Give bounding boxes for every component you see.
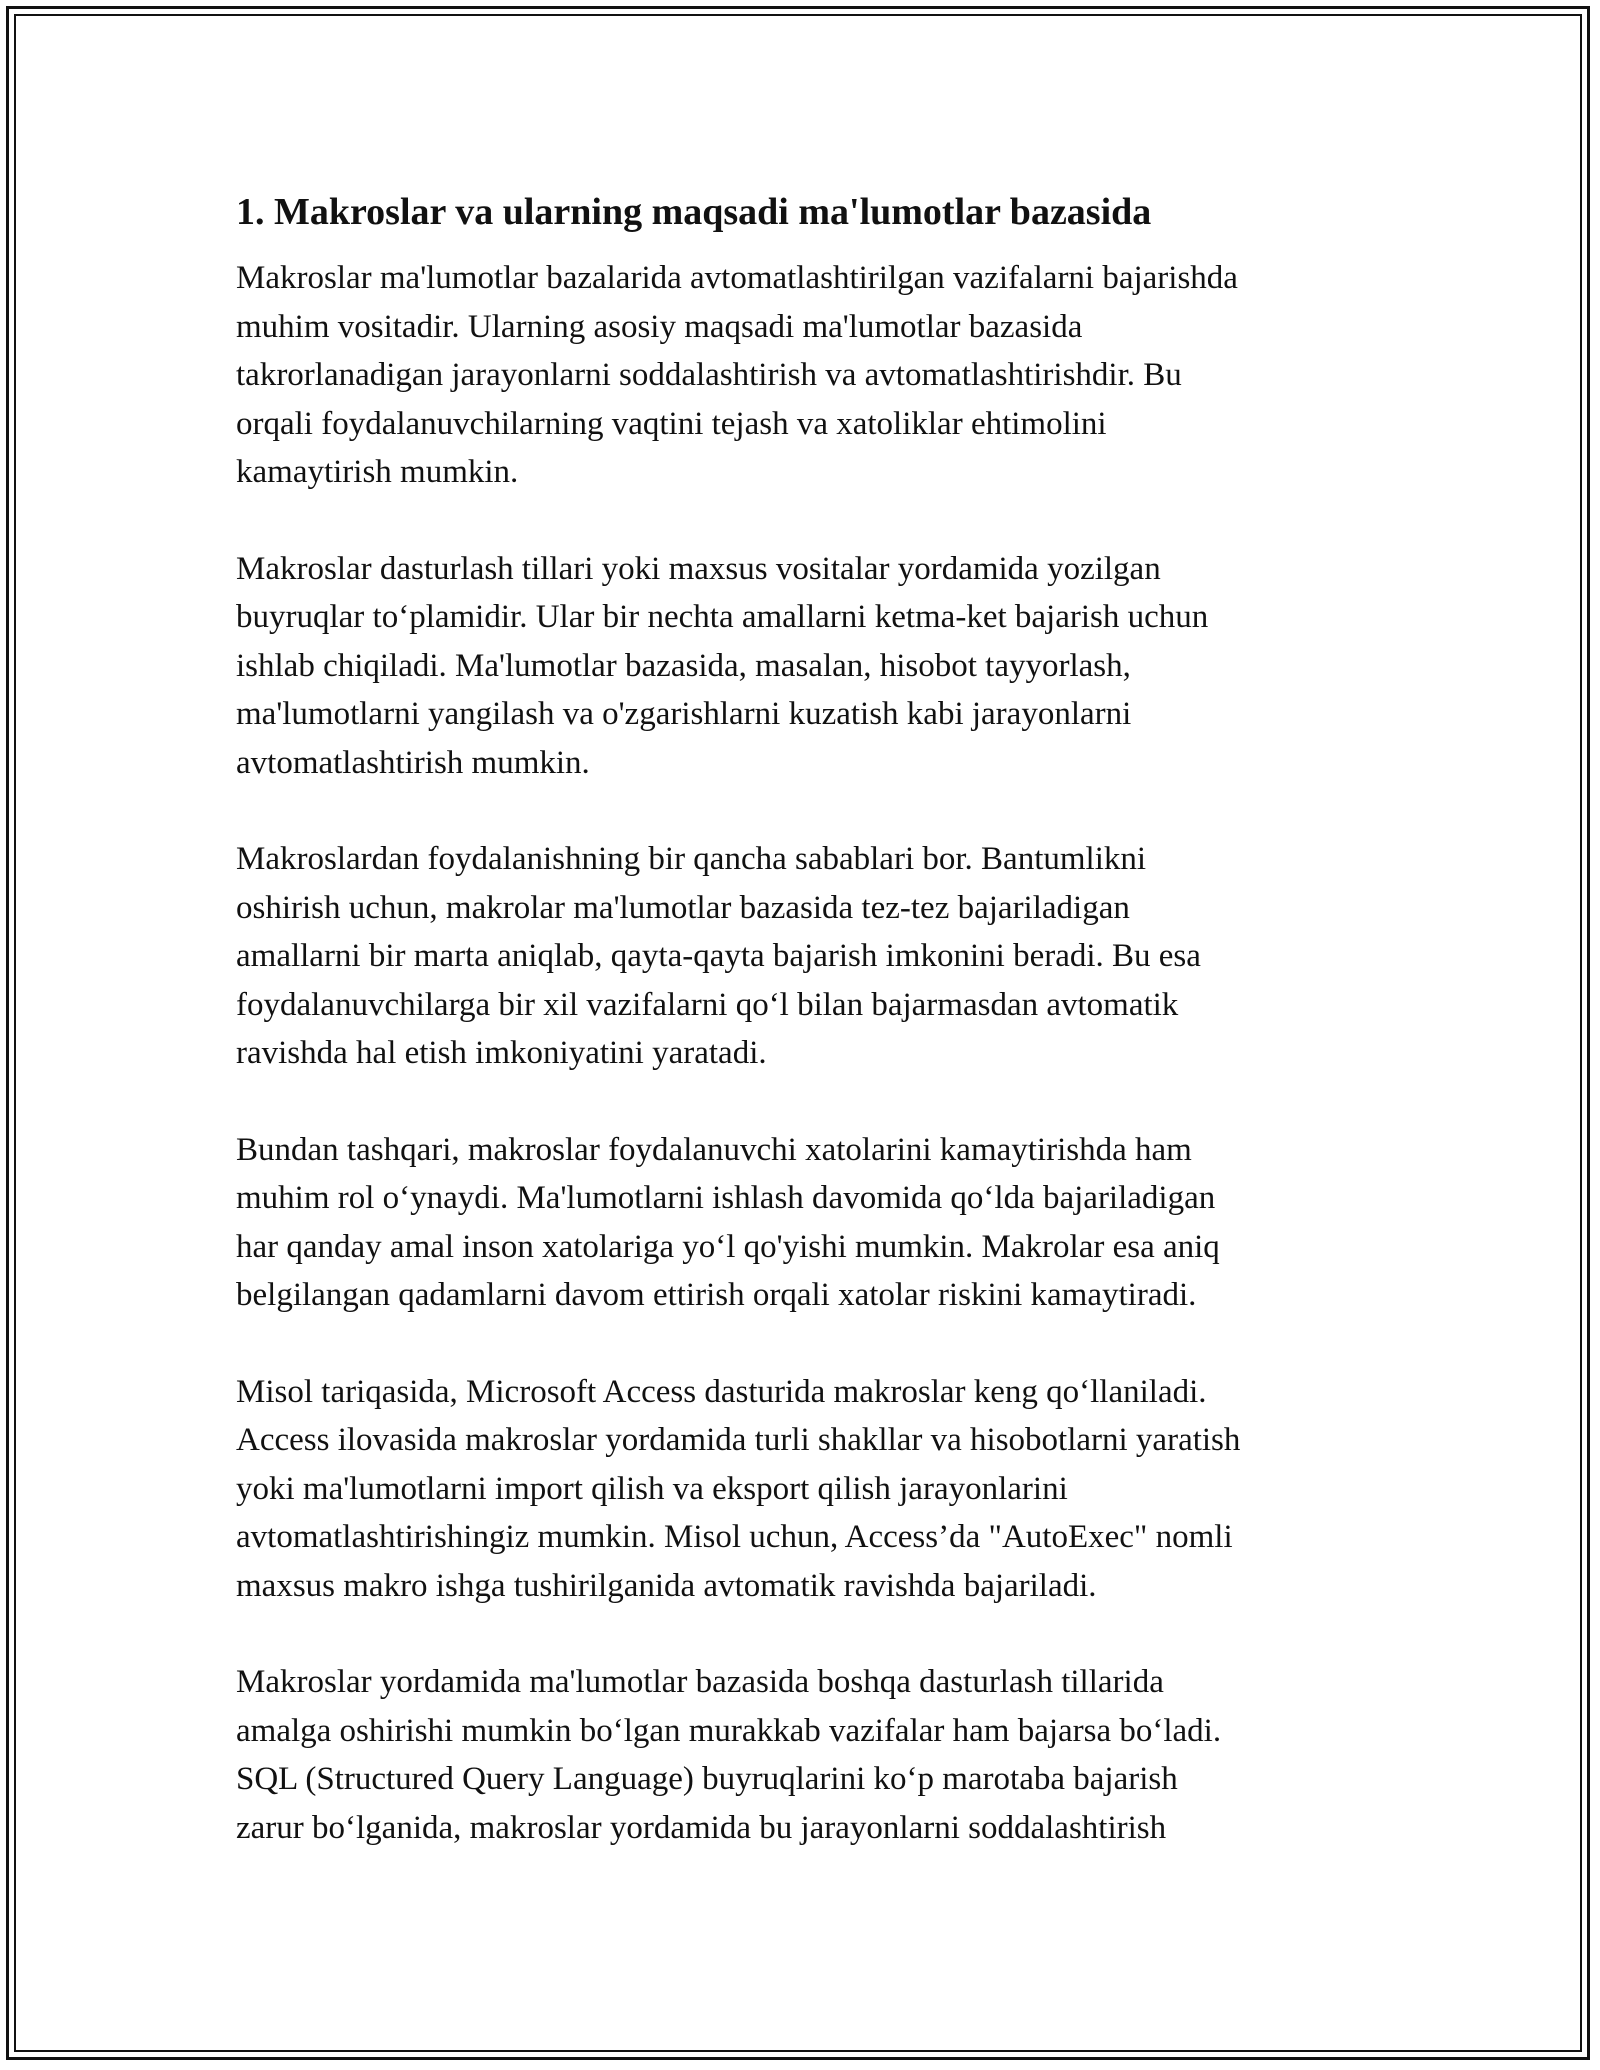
- paragraph-line: ishlab chiqiladi. Ma'lumotlar bazasida, masalan, hisobot tayyorlash,: [236, 647, 1131, 684]
- paragraph-line: foydalanuvchilarga bir xil vazifalarni qo‘l bilan bajarmasdan avtomatik: [236, 986, 1179, 1023]
- paragraph-line: Bundan tashqari, makroslar foydalanuvchi xatolarini kamaytirishda ham: [236, 1131, 1192, 1168]
- paragraph-6: [236, 1658, 1366, 1852]
- paragraph-line: SQL (Structured Query Language) buyruqlarini ko‘p marotaba bajarish: [236, 1761, 1178, 1797]
- paragraph-5: [236, 1368, 1366, 1611]
- paragraph-line: amalga oshirishi mumkin bo‘lgan murakkab vazifalar ham bajarsa bo‘ladi.: [236, 1712, 1222, 1749]
- paragraph-4: [236, 1126, 1366, 1320]
- paragraph-line: maxsus makro ishga tushirilganida avtomatik ravishda bajariladi.: [236, 1567, 1097, 1604]
- paragraph-line: takrorlanadigan jarayonlarni soddalashtirish va avtomatlashtirishdir. Bu: [236, 357, 1182, 393]
- paragraph-line: Makroslar ma'lumotlar bazalarida avtomatlashtirilgan vazifalarni bajarishda: [236, 260, 1238, 296]
- paragraph-line: Makroslar dasturlash tillari yoki maxsus vositalar yordamida yozilgan: [236, 550, 1161, 587]
- paragraph-line: amallarni bir marta aniqlab, qayta-qayta bajarish imkonini beradi. Bu esa: [236, 938, 1201, 974]
- paragraph-2: [236, 545, 1366, 788]
- paragraph-line: ma'lumotlarni yangilash va o'zgarishlarni kuzatish kabi jarayonlarni: [236, 696, 1132, 732]
- paragraph-line: Misol tariqasida, Microsoft Access dasturida makroslar keng qo‘llaniladi.: [236, 1373, 1207, 1410]
- page-title: 1. Makroslar va ularning maqsadi ma'lumotlar bazasida: [236, 191, 1152, 233]
- paragraph-line: Access ilovasida makroslar yordamida turli shakllar va hisobotlarni yaratish: [236, 1422, 1241, 1458]
- paragraph-line: yoki ma'lumotlarni import qilish va eksport qilish jarayonlarini: [236, 1470, 1068, 1507]
- paragraph-line: belgilangan qadamlarni davom ettirish orqali xatolar riskini kamaytiradi.: [236, 1277, 1197, 1313]
- paragraph-line: avtomatlashtirish mumkin.: [236, 744, 590, 781]
- paragraph-line: ravishda hal etish imkoniyatini yaratadi.: [236, 1035, 767, 1071]
- document-body: [236, 186, 1366, 1900]
- paragraph-line: oshirish uchun, makrolar ma'lumotlar bazasida tez-tez bajariladigan: [236, 889, 1130, 926]
- paragraph-3: [236, 835, 1366, 1078]
- paragraph-line: avtomatlashtirishingiz mumkin. Misol uchun, Access’da "AutoExec" nomli: [236, 1519, 1233, 1555]
- paragraph-line: Makroslar yordamida ma'lumotlar bazasida boshqa dasturlash tillarida: [236, 1664, 1164, 1700]
- paragraph-line: Makroslardan foydalanishning bir qancha sabablari bor. Bantumlikni: [236, 841, 1147, 877]
- paragraph-line: har qanday amal inson xatolariga yo‘l qo'yishi mumkin. Makrolar esa aniq: [236, 1228, 1220, 1265]
- paragraph-line: kamaytirish mumkin.: [236, 454, 519, 490]
- paragraph-line: zarur bo‘lganida, makroslar yordamida bu jarayonlarni soddalashtirish: [236, 1809, 1167, 1846]
- paragraph-line: muhim rol o‘ynaydi. Ma'lumotlarni ishlash davomida qo‘lda bajariladigan: [236, 1180, 1216, 1216]
- paragraph-line: buyruqlar to‘plamidir. Ular bir nechta amallarni ketma-ket bajarish uchun: [236, 599, 1209, 635]
- paragraph-line: muhim vositadir. Ularning asosiy maqsadi ma'lumotlar bazasida: [236, 308, 1083, 345]
- paragraph-line: orqali foydalanuvchilarning vaqtini tejash va xatoliklar ehtimolini: [236, 405, 1107, 442]
- paragraph-1: [236, 254, 1366, 497]
